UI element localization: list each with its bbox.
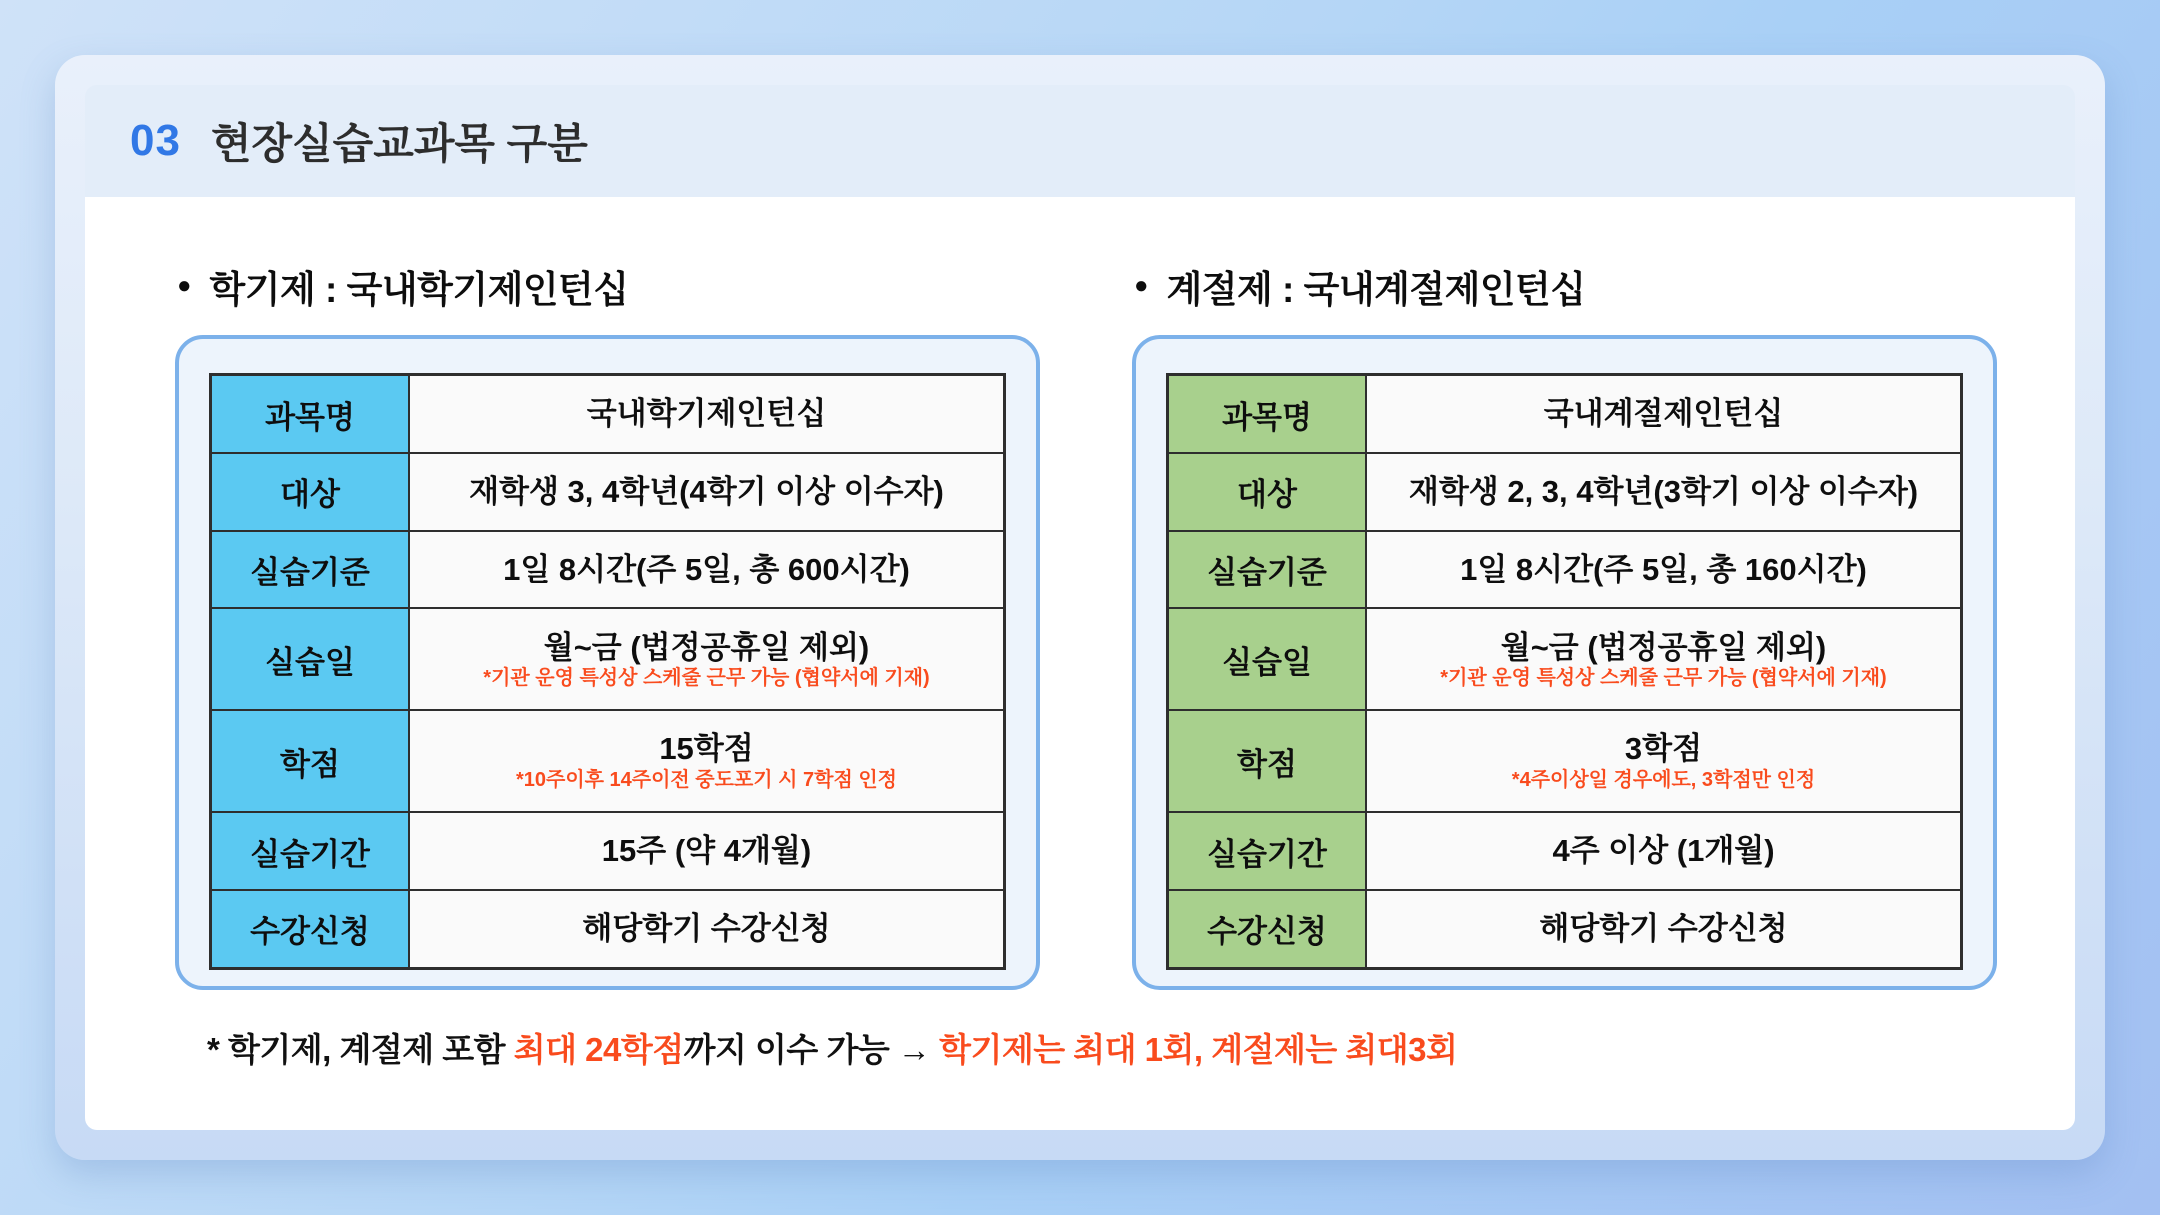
row-label: 과목명 (1168, 375, 1367, 454)
row-label: 실습기준 (1168, 531, 1367, 609)
table-row (1168, 453, 1962, 531)
page-title: 현장실습교과목 구분 (210, 120, 588, 167)
row-label: 학점 (211, 710, 410, 812)
row-value: 1일 8시간(주 5일, 총 160시간) (1366, 531, 1962, 609)
semester-table-container (175, 335, 1040, 990)
row-value: 월~금 (법정공휴일 제외) *기관 운영 특성상 스케줄 근무 가능 (협약서에 기재) (409, 608, 1005, 710)
header-band (85, 85, 2075, 197)
table-row (211, 375, 1005, 454)
row-label: 실습기간 (1168, 812, 1367, 890)
row-note: *기관 운영 특성상 스케줄 근무 가능 (협약서에 기재) (1440, 667, 1887, 690)
row-value: 재학생 2, 3, 4학년(3학기 이상 이수자) (1366, 453, 1962, 531)
footnote-text: 까지 이수 가능 → (683, 1031, 940, 1068)
row-value: 1일 8시간(주 5일, 총 600시간) (409, 531, 1005, 609)
table-row (211, 608, 1005, 710)
row-value: 국내학기제인턴십 (409, 375, 1005, 454)
table-row (1168, 890, 1962, 969)
seasonal-table-container (1132, 335, 1997, 990)
seasonal-title-text: 계절제 : 국내계절제인턴십 (1166, 269, 1586, 310)
row-value: 재학생 3, 4학년(4학기 이상 이수자) (409, 453, 1005, 531)
table-row (211, 812, 1005, 890)
table-columns (175, 263, 1997, 990)
row-value: 15주 (약 4개월) (409, 812, 1005, 890)
row-value: 국내계절제인턴십 (1366, 375, 1962, 454)
table-row (1168, 608, 1962, 710)
seasonal-section-title (1132, 263, 1997, 309)
row-note: *4주이상일 경우에도, 3학점만 인정 (1511, 769, 1816, 792)
seasonal-column (1132, 263, 1997, 990)
row-label: 실습기준 (211, 531, 410, 609)
row-label: 과목명 (211, 375, 410, 454)
row-value: 3학점 *4주이상일 경우에도, 3학점만 인정 (1366, 710, 1962, 812)
table-row (1168, 710, 1962, 812)
row-note: *기관 운영 특성상 스케줄 근무 가능 (협약서에 기재) (483, 667, 930, 690)
table-row (1168, 812, 1962, 890)
content-card (85, 197, 2075, 1130)
table-row (211, 531, 1005, 609)
row-label: 수강신청 (211, 890, 410, 969)
row-value: 해당학기 수강신청 (409, 890, 1005, 969)
semester-column (175, 263, 1040, 990)
footnote-text: * 학기제, 계절제 포함 (207, 1031, 514, 1068)
semester-section-title (175, 263, 1040, 309)
row-label: 실습기간 (211, 812, 410, 890)
row-label: 대상 (211, 453, 410, 531)
footnote (175, 1024, 1997, 1071)
row-label: 수강신청 (1168, 890, 1367, 969)
table-row (211, 890, 1005, 969)
footnote-highlight-credits: 최대 24학점 (513, 1031, 684, 1068)
row-value: 해당학기 수강신청 (1366, 890, 1962, 969)
table-row (211, 710, 1005, 812)
row-label: 실습일 (1168, 608, 1367, 710)
table-row (1168, 531, 1962, 609)
row-value: 15학점 *10주이후 14주이전 중도포기 시 7학점 인정 (409, 710, 1005, 812)
table-row (211, 453, 1005, 531)
seasonal-table (1166, 373, 1963, 970)
row-value: 월~금 (법정공휴일 제외) *기관 운영 특성상 스케줄 근무 가능 (협약서에 기재) (1366, 608, 1962, 710)
bullet-icon: ● (1134, 272, 1149, 299)
row-label: 학점 (1168, 710, 1367, 812)
row-note: *10주이후 14주이전 중도포기 시 7학점 인정 (516, 769, 897, 792)
row-label: 대상 (1168, 453, 1367, 531)
row-label: 실습일 (211, 608, 410, 710)
bullet-icon: ● (177, 272, 192, 299)
slide-card (55, 55, 2105, 1160)
footnote-highlight-limits: 학기제는 최대 1회, 계절제는 최대3회 (939, 1031, 1458, 1068)
section-number: 03 (130, 116, 181, 165)
semester-title-text: 학기제 : 국내학기제인턴십 (209, 269, 629, 310)
table-row (1168, 375, 1962, 454)
semester-table (209, 373, 1006, 970)
row-value: 4주 이상 (1개월) (1366, 812, 1962, 890)
